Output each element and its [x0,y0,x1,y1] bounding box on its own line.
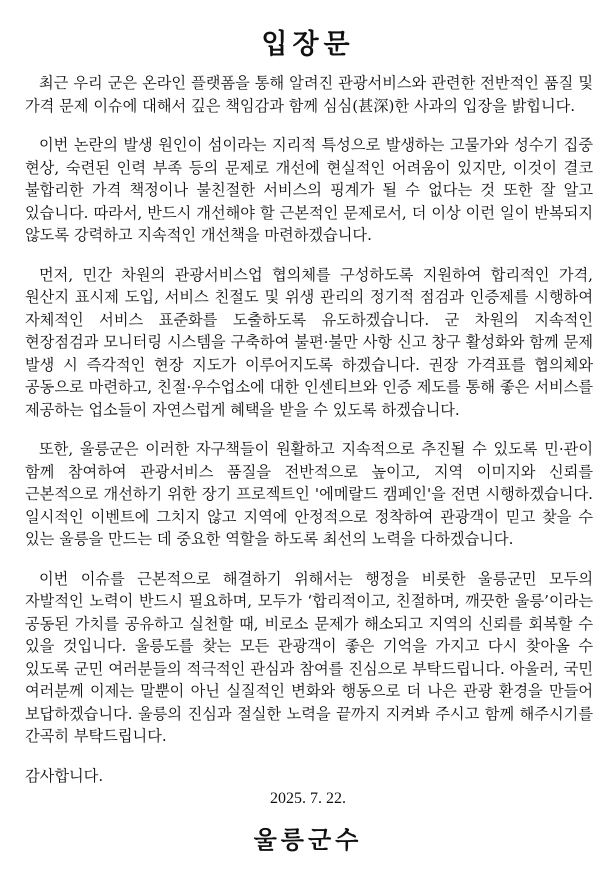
paragraph-apology: 최근 우리 군은 온라인 플랫폼을 통해 알려진 관광서비스와 관련한 전반적인 품질 및 가격 문제 이슈에 대해서 깊은 책임감과 함께 심심(甚深)한 사과의 입장을 밝힙니다. [25,74,593,115]
document-date: 2025. 7. 22. [270,790,346,807]
paragraph-campaign: 또한, 울릉군은 이러한 자구책들이 원활하고 지속적으로 추진될 수 있도록 민·관이 함께 참여하여 관광서비스 품질을 전반적으로 높이고, 지역 이미지와 신뢰를 근본적으로 개선하기 위한 장기 프로젝트인 '에메랄드 캠페인'을 전면 시행하겠습니다. 일시적인 이벤트에 그치지 않고 지역에 안정적으로 정착하여 관광객이 믿고 찾을 수 있는 울릉을 만드는 데 중요한 역할을 하도록 최선의 노력을 다하겠습니다. [25,440,593,548]
paragraph-measures: 먼저, 민간 차원의 관광서비스업 협의체를 구성하도록 지원하여 합리적인 가격, 원산지 표시제 도입, 서비스 친절도 및 위생 관리의 정기적 점검과 인증제를 시행하여 자체적인 서비스 표준화를 도출하도록 유도하겠습니다. 군 차원의 지속적인 현장점검과 모니터링 시스템을 구축하여 불편·불만 사항 신고 창구 활성화와 함께 문제 발생 시 즉각적인 현장 지도가 이루어지도록 하겠습니다. 권장 가격표를 협의체와 공동으로 마련하고, 친절·우수업소에 대한 인센티브와 인증 제도를 통해 좋은 서비스를 제공하는 업소들이 자연스럽게 혜택을 받을 수 있도록 하겠습니다. [25,265,593,419]
signatory: 울릉군수 [253,826,363,854]
document-body [25,72,593,787]
document-title: 입장문 [261,29,355,60]
paragraph-cause: 이번 논란의 발생 원인이 섬이라는 지리적 특성으로 발생하는 고물가와 성수기 집중 현상, 숙련된 인력 부족 등의 문제로 개선에 현실적인 어려움이 있지만, 이것이 결코 불합리한 가격 책정이나 불친절한 서비스의 핑계가 될 수 없다는 것 또한 잘 알고 있습니다. 따라서, 반드시 개선해야 할 근본적인 문제로서, 더 이상 이런 일이 반복되지 않도록 강력하고 지속적인 개선책을 마련하겠습니다. [25,136,593,244]
paragraph-request: 이번 이슈를 근본적으로 해결하기 위해서는 행정을 비롯한 울릉군민 모두의 자발적인 노력이 반드시 필요하며, 모두가 ‘합리적이고, 친절하며, 깨끗한 울릉’이라는 공동된 가치를 공유하고 실천할 때, 비로소 문제가 해소되고 지역의 신뢰를 회복할 수 있을 것입니다. 울릉도를 찾는 모든 관광객이 좋은 기억을 가지고 다시 찾아올 수 있도록 군민 여러분들의 적극적인 관심과 참여를 진심으로 부탁드립니다. 아울러, 국민 여러분께 이제는 말뿐이 아닌 실질적인 변화와 행동으로 더 나은 관광 환경을 만들어 보답하겠습니다. 울릉의 진심과 절실한 노력을 끝까지 지켜봐 주시고 함께 해주시기를 간곡히 부탁드립니다. [25,569,593,745]
closing-text: 감사합니다. [25,766,104,785]
